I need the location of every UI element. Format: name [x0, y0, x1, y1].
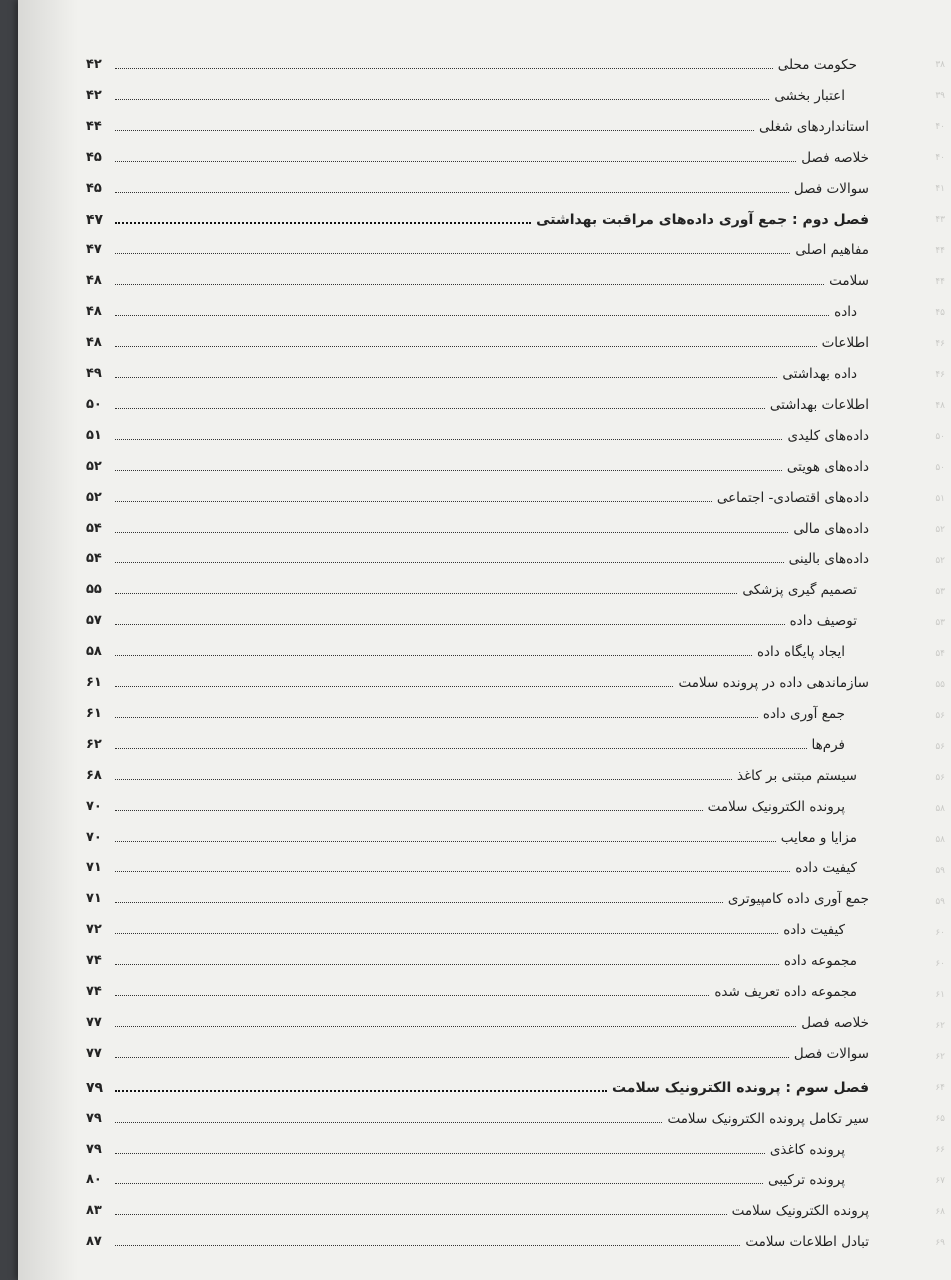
toc-page-number: ۵۴ [86, 551, 102, 567]
dot-leader [115, 562, 784, 563]
dot-leader [115, 161, 796, 162]
toc-row[interactable] [86, 262, 869, 290]
toc-row[interactable] [86, 46, 869, 74]
table-of-contents [18, 0, 951, 1280]
toc-entry-title: مزایا و معایب [780, 829, 857, 846]
toc-page-number: ۵۱ [86, 427, 102, 443]
toc-row[interactable] [86, 293, 869, 321]
toc-row[interactable] [86, 726, 869, 754]
toc-row[interactable] [86, 849, 869, 877]
dot-leader [115, 439, 782, 440]
bleed-through-number: ۶۶ [935, 1145, 945, 1155]
bleed-through-number: ۶۹ [935, 1238, 945, 1248]
toc-entry-title: داده‌های اقتصادی- اجتماعی [716, 489, 869, 506]
dot-leader [115, 192, 789, 193]
toc-row[interactable] [86, 510, 869, 538]
dot-leader [115, 284, 824, 285]
toc-row[interactable] [86, 540, 869, 568]
bleed-through-number: ۴۵ [935, 308, 945, 318]
bleed-through-number: ۵۹ [935, 897, 945, 907]
toc-row[interactable] [86, 602, 869, 630]
toc-entry-title: مجموعه داده [783, 953, 857, 970]
bleed-through-number: ۶۲ [935, 1052, 945, 1062]
dot-leader [115, 408, 765, 409]
toc-entry-title: خلاصه فصل [801, 1014, 869, 1031]
toc-row[interactable] [86, 788, 869, 816]
toc-entry-title: تصمیم گیری پزشکی [742, 582, 857, 599]
bleed-through-number: ۴۶ [935, 370, 945, 380]
toc-page-number: ۵۰ [86, 396, 102, 412]
toc-entry-title: سیستم مبتنی بر کاغذ [737, 767, 857, 784]
bleed-through-number: ۶۰ [935, 959, 945, 969]
toc-row[interactable] [86, 819, 869, 847]
dot-leader [115, 1122, 662, 1123]
dot-leader [115, 68, 773, 69]
toc-page-number: ۶۲ [86, 736, 102, 752]
bleed-through-number: ۵۶ [935, 773, 945, 783]
toc-page-number: ۴۴ [86, 118, 102, 134]
toc-entry-title: داده‌های بالینی [788, 551, 869, 568]
dot-leader [115, 624, 785, 625]
bleed-through-number: ۵۱ [935, 494, 945, 504]
toc-entry-title: داده‌های مالی [793, 520, 869, 537]
toc-row[interactable] [86, 1131, 869, 1159]
bleed-through-number: ۵۲ [935, 525, 945, 535]
toc-page-number: ۵۴ [86, 520, 102, 536]
toc-row[interactable] [86, 1100, 869, 1128]
toc-page-number: ۷۹ [86, 1141, 102, 1157]
toc-page-number: ۸۰ [86, 1172, 102, 1188]
book-page [18, 0, 951, 1280]
bleed-through-number: ۵۲ [935, 556, 945, 566]
toc-row[interactable] [86, 355, 869, 383]
toc-entry-title: کیفیت داده [795, 860, 857, 877]
toc-row[interactable] [86, 479, 869, 507]
bleed-through-number: ۶۲ [935, 1021, 945, 1031]
toc-row[interactable] [86, 1004, 869, 1032]
toc-entry-title: تبادل اطلاعات سلامت [745, 1234, 869, 1251]
toc-page-number: ۴۷ [86, 211, 104, 228]
toc-page-number: ۶۸ [86, 767, 102, 783]
toc-entry-title: خلاصه فصل [801, 149, 869, 166]
bleed-through-number: ۵۵ [935, 680, 945, 690]
toc-row[interactable] [86, 664, 869, 692]
dot-leader [115, 933, 778, 934]
dot-leader [115, 222, 531, 224]
dot-leader [115, 1026, 796, 1027]
bleed-through-number: ۴۰ [935, 122, 945, 132]
dot-leader [115, 253, 790, 254]
bleed-through-number: ۵۳ [935, 587, 945, 597]
toc-page-number: ۷۲ [86, 922, 102, 938]
bleed-through-number: ۵۰ [935, 432, 945, 442]
toc-page-number: ۴۸ [86, 273, 102, 289]
toc-page-number: ۴۵ [86, 180, 102, 196]
toc-entry-title: سوالات فصل [793, 180, 869, 197]
dot-leader [115, 1153, 765, 1154]
dot-leader [115, 1245, 740, 1246]
toc-entry-title: پرونده الکترونیک سلامت [731, 1203, 869, 1220]
toc-entry-title: پرونده الکترونیک سلامت [707, 798, 845, 815]
bleed-through-number: ۵۹ [935, 866, 945, 876]
bleed-through-number: ۴۴ [935, 246, 945, 256]
toc-page-number: ۸۷ [86, 1234, 102, 1250]
toc-page-number: ۷۷ [86, 1014, 102, 1030]
toc-row[interactable] [86, 571, 869, 599]
toc-row[interactable] [86, 757, 869, 785]
toc-row[interactable] [86, 448, 869, 476]
toc-entry-title: فصل دوم : جمع آوری داده‌های مراقبت بهداشتی [536, 211, 869, 228]
toc-entry-title: مفاهیم اصلی [795, 242, 869, 259]
toc-row[interactable] [86, 108, 869, 136]
toc-entry-title: سلامت [829, 273, 869, 290]
toc-entry-title: اعتبار بخشی [774, 87, 845, 104]
dot-leader [115, 470, 782, 471]
bleed-through-number: ۴۳ [935, 215, 945, 225]
bleed-through-number: ۶۷ [935, 1176, 945, 1186]
dot-leader [115, 995, 709, 996]
toc-row[interactable] [86, 695, 869, 723]
toc-entry-title: داده‌های کلیدی [787, 427, 869, 444]
toc-row[interactable] [86, 231, 869, 259]
toc-page-number: ۴۷ [86, 242, 102, 258]
dot-leader [115, 841, 776, 842]
toc-chapter-row[interactable] [86, 201, 869, 229]
bleed-through-number: ۳۸ [935, 60, 945, 70]
toc-entry-title: پرونده ترکیبی [768, 1172, 845, 1189]
toc-page-number: ۴۹ [86, 366, 102, 381]
bleed-through-number: ۵۸ [935, 835, 945, 845]
toc-row[interactable] [86, 1161, 869, 1189]
toc-chapter-row[interactable] [86, 1069, 869, 1097]
dot-leader [115, 130, 754, 131]
toc-entry-title: فصل سوم : پرونده الکترونیک سلامت [611, 1079, 869, 1096]
toc-row[interactable] [86, 386, 869, 414]
toc-page-number: ۷۰ [86, 798, 102, 814]
toc-page-number: ۵۲ [86, 489, 102, 505]
dot-leader [115, 871, 790, 872]
dot-leader [115, 99, 769, 100]
toc-row[interactable] [86, 417, 869, 445]
toc-entry-title: توصیف داده [789, 613, 857, 630]
toc-page-number: ۴۵ [86, 149, 102, 165]
toc-entry-title: پرونده کاغذی [769, 1141, 845, 1158]
toc-page-number: ۵۲ [86, 458, 102, 474]
toc-page-number: ۶۱ [86, 675, 102, 690]
bleed-through-number: ۴۱ [935, 184, 945, 194]
toc-entry-title: اطلاعات [821, 335, 869, 352]
bleed-through-number: ۶۱ [935, 990, 945, 1000]
dot-leader [115, 593, 737, 594]
bleed-through-number: ۵۶ [935, 711, 945, 721]
dot-leader [115, 1214, 727, 1215]
toc-row[interactable] [86, 1192, 869, 1220]
toc-page-number: ۶۱ [86, 705, 102, 721]
toc-page-number: ۷۴ [86, 953, 102, 969]
bleed-through-number: ۶۴ [935, 1083, 945, 1093]
dot-leader [115, 1183, 763, 1184]
toc-row[interactable] [86, 911, 869, 939]
toc-entry-title: حکومت محلی [777, 57, 857, 73]
toc-page-number: ۷۰ [86, 829, 102, 845]
dot-leader [115, 315, 829, 316]
dot-leader [115, 779, 732, 780]
dot-leader [115, 532, 788, 533]
toc-entry-title: سیر تکامل پرونده الکترونیک سلامت [667, 1110, 869, 1127]
toc-row[interactable] [86, 942, 869, 970]
toc-row[interactable] [86, 633, 869, 661]
toc-page-number: ۵۸ [86, 644, 102, 660]
dot-leader [115, 748, 807, 749]
toc-page-number: ۴۸ [86, 335, 102, 351]
toc-entry-title: مجموعه داده تعریف شده [714, 984, 857, 1000]
toc-page-number: ۷۱ [86, 891, 102, 907]
toc-entry-title: داده [834, 304, 857, 321]
toc-page-number: ۷۱ [86, 860, 102, 876]
bleed-through-number: ۵۸ [935, 804, 945, 814]
toc-entry-title: کیفیت داده [783, 922, 845, 939]
toc-page-number: ۴۲ [86, 57, 102, 72]
toc-row[interactable] [86, 1223, 869, 1251]
toc-row[interactable] [86, 973, 869, 1001]
toc-page-number: ۷۹ [86, 1079, 104, 1096]
toc-entry-title: اطلاعات بهداشتی [769, 396, 869, 413]
bleed-through-number: ۵۴ [935, 649, 945, 659]
dot-leader [115, 501, 712, 502]
bleed-through-number: ۴۴ [935, 277, 945, 287]
toc-entry-title: جمع آوری داده کامپیوتری [727, 891, 869, 908]
dot-leader [115, 377, 777, 378]
bleed-through-number: ۶۵ [935, 1114, 945, 1124]
toc-entry-title: سازماندهی داده در پرونده سلامت [678, 675, 869, 691]
toc-page-number: ۷۷ [86, 1045, 102, 1061]
dot-leader [115, 686, 673, 687]
bleed-through-number: ۴۶ [935, 339, 945, 349]
dot-leader [115, 717, 758, 718]
toc-row[interactable] [86, 77, 869, 105]
toc-entry-title: فرم‌ها [811, 736, 845, 753]
toc-entry-title: داده بهداشتی [782, 366, 857, 382]
toc-row[interactable] [86, 1035, 869, 1063]
toc-page-number: ۷۴ [86, 984, 102, 999]
toc-row[interactable] [86, 880, 869, 908]
toc-entry-title: استانداردهای شغلی [758, 118, 869, 135]
toc-page-number: ۴۲ [86, 87, 102, 103]
toc-page-number: ۵۷ [86, 613, 102, 629]
toc-entry-title: ایجاد پایگاه داده [756, 644, 845, 661]
dot-leader [115, 810, 703, 811]
toc-row[interactable] [86, 324, 869, 352]
bleed-through-number: ۳۹ [935, 91, 945, 101]
dot-leader [115, 1090, 607, 1092]
toc-row[interactable] [86, 170, 869, 198]
bleed-through-number: ۴۸ [935, 401, 945, 411]
bleed-through-number: ۵۶ [935, 742, 945, 752]
dot-leader [115, 1057, 789, 1058]
toc-row[interactable] [86, 139, 869, 167]
dot-leader [115, 655, 752, 656]
bleed-through-number: ۴۰ [935, 153, 945, 163]
toc-entry-title: سوالات فصل [793, 1045, 869, 1062]
toc-page-number: ۷۹ [86, 1110, 102, 1126]
toc-page-number: ۴۸ [86, 304, 102, 320]
toc-page-number: ۸۳ [86, 1203, 102, 1219]
toc-entry-title: داده‌های هویتی [786, 458, 869, 475]
toc-entry-title: جمع آوری داده [762, 705, 845, 722]
toc-page-number: ۵۵ [86, 582, 102, 598]
bleed-through-number: ۵۰ [935, 463, 945, 473]
bleed-through-number: ۶۰ [935, 928, 945, 938]
bleed-through-number: ۵۳ [935, 618, 945, 628]
dot-leader [115, 346, 817, 347]
dot-leader [115, 902, 723, 903]
dot-leader [115, 964, 779, 965]
bleed-through-number: ۶۸ [935, 1207, 945, 1217]
